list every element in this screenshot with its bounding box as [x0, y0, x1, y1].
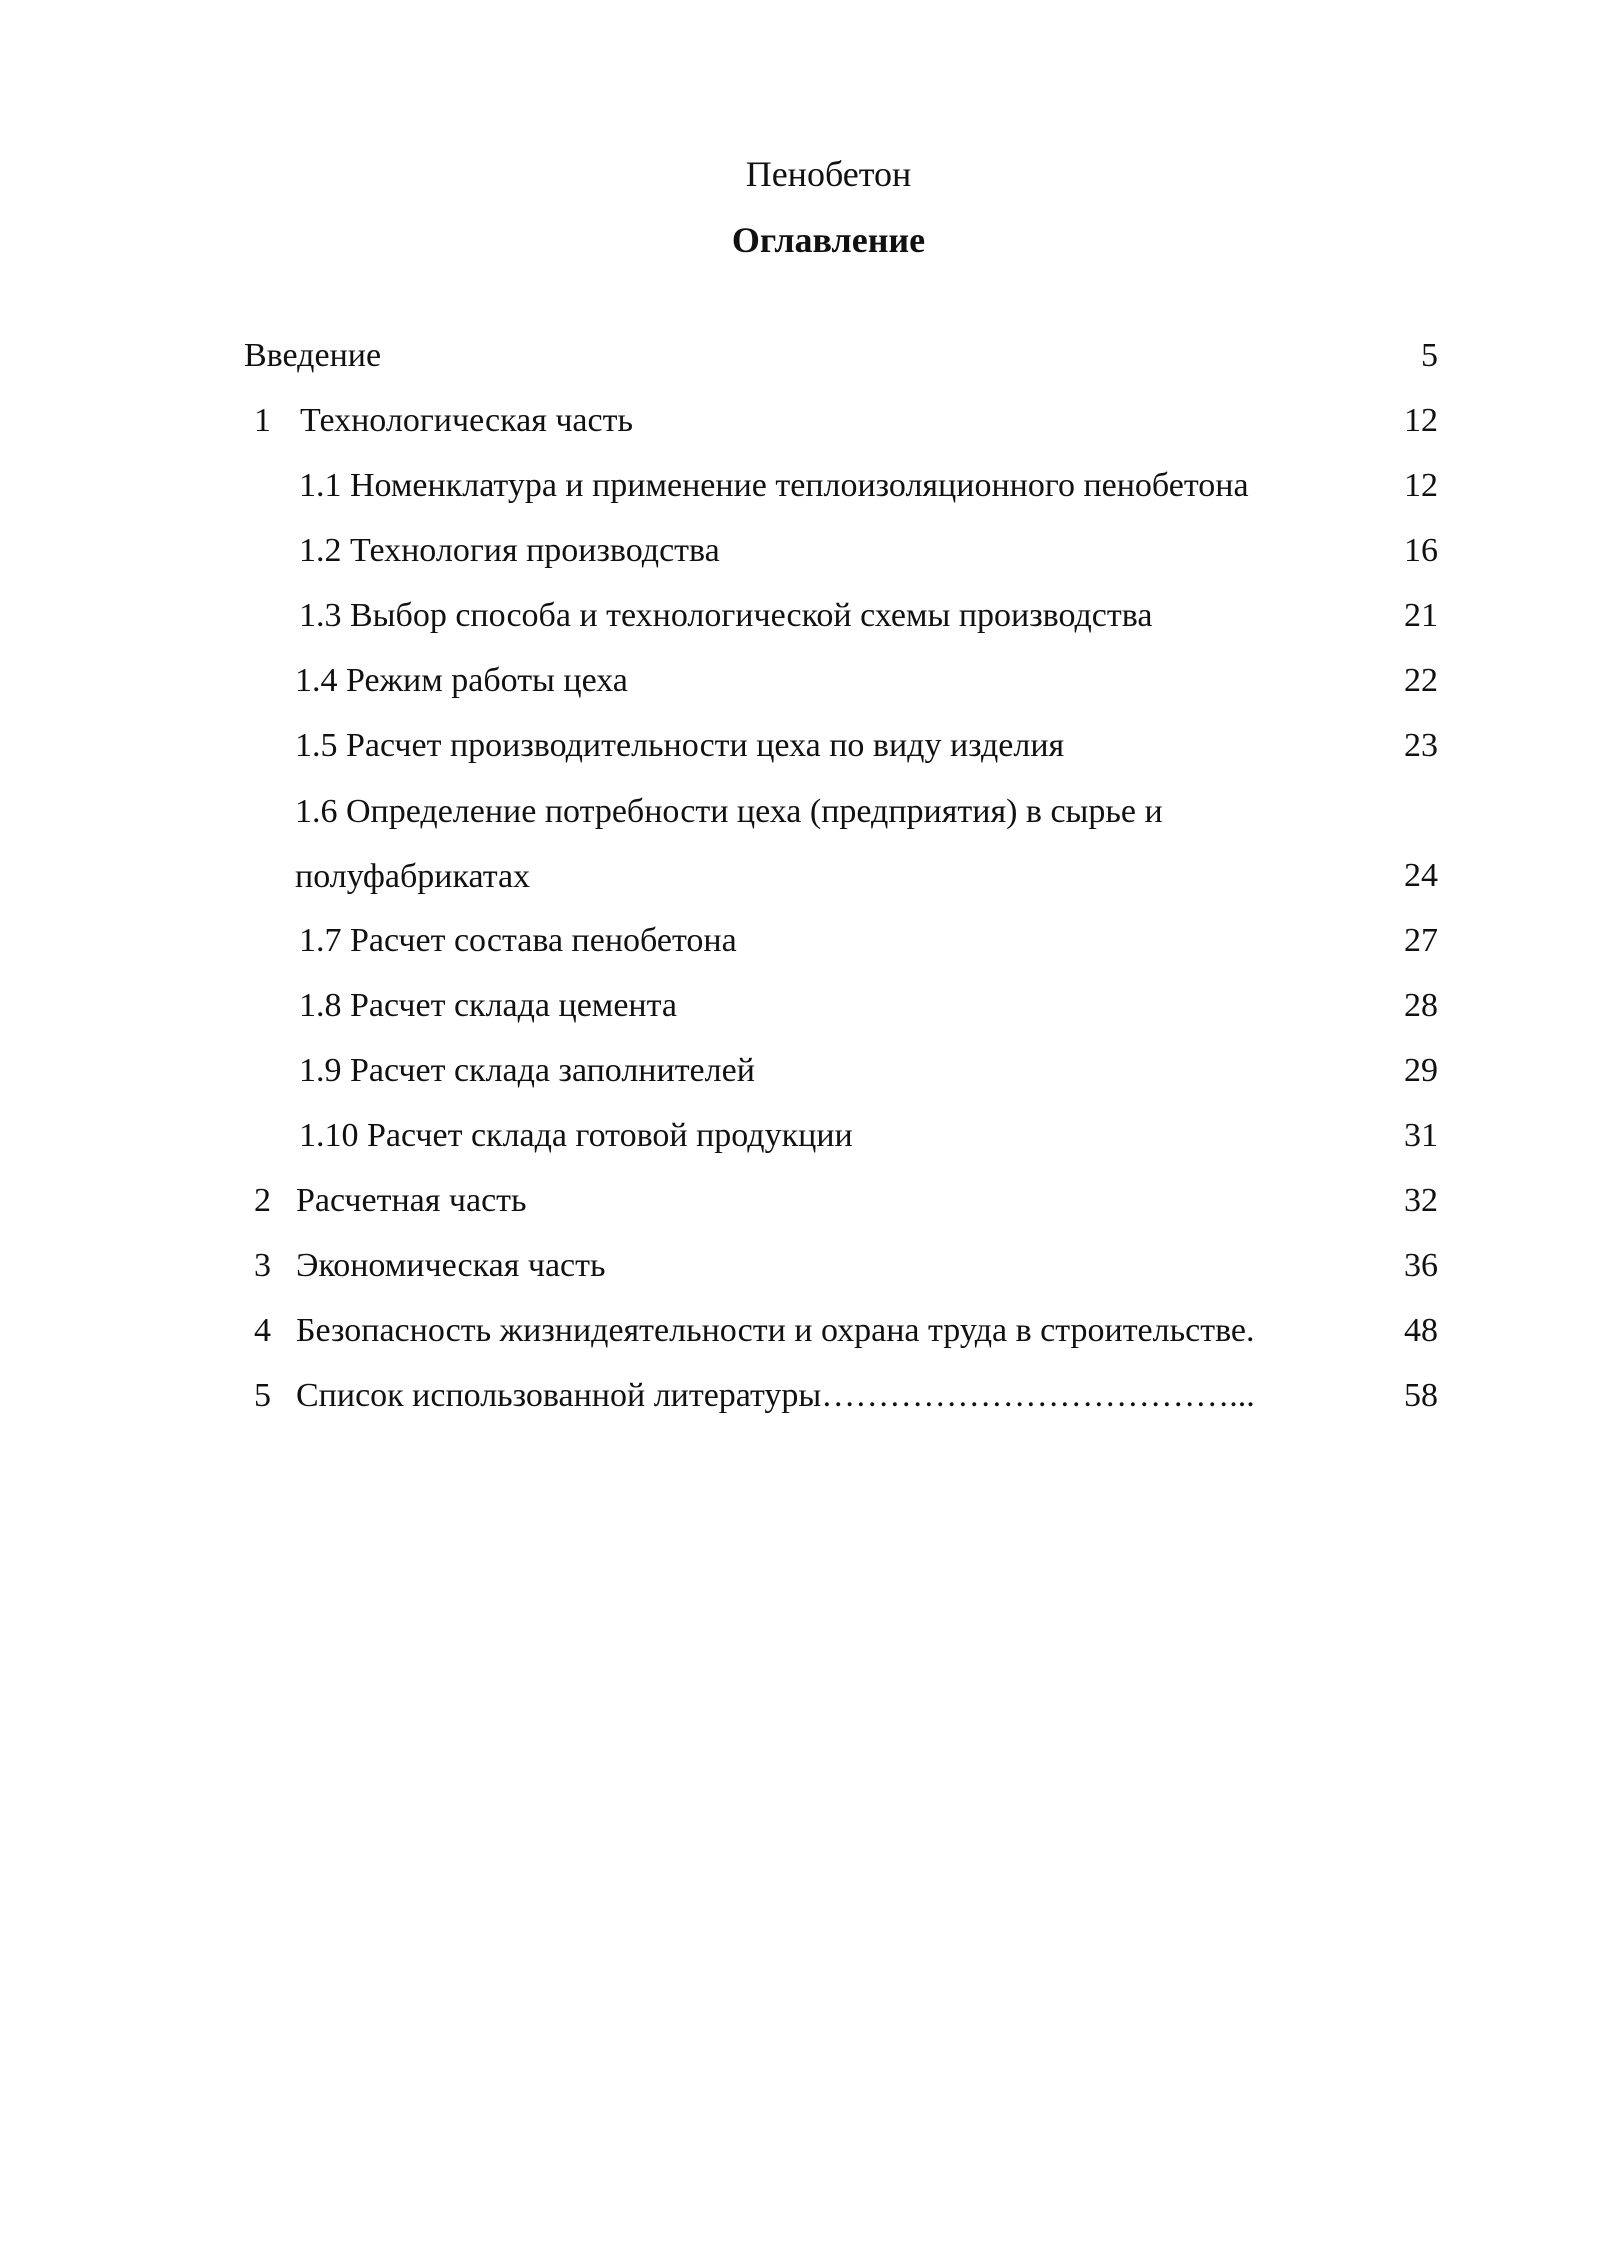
toc-entry-page: 12 — [1404, 467, 1438, 504]
toc-entry-text: Безопасность жизнидеятельности и охрана труда в строительстве. — [296, 1312, 1255, 1349]
toc-entry-text: 1.10 Расчет склада готовой продукции — [299, 1117, 853, 1154]
table-of-contents — [244, 330, 1444, 1435]
toc-entry-page: 31 — [1404, 1117, 1438, 1154]
toc-entry-section-1-6[interactable] — [244, 785, 1444, 915]
toc-entry-text: Расчетная часть — [296, 1182, 527, 1219]
toc-entry-page: 36 — [1404, 1247, 1438, 1284]
toc-entry-page: 58 — [1404, 1377, 1438, 1414]
toc-entry-section-1-4[interactable] — [244, 655, 1444, 720]
toc-entry-section-1-2[interactable] — [244, 525, 1444, 590]
toc-entry-section-1-8[interactable] — [244, 980, 1444, 1045]
toc-entry-section-1[interactable] — [244, 395, 1444, 460]
toc-entry-page: 32 — [1404, 1182, 1438, 1219]
toc-entry-page: 12 — [1404, 402, 1438, 439]
toc-entry-number: 1 — [254, 402, 271, 439]
toc-entry-page: 5 — [1421, 337, 1438, 374]
toc-entry-section-1-5[interactable] — [244, 720, 1444, 785]
toc-entry-text: 1.2 Технология производства — [299, 532, 720, 569]
toc-entry-number: 4 — [254, 1312, 271, 1349]
toc-entry-page: 29 — [1404, 1052, 1438, 1089]
toc-entry-page: 16 — [1404, 532, 1438, 569]
document-title: Пенобетон — [745, 154, 912, 194]
toc-entry-section-2[interactable] — [244, 1175, 1444, 1240]
toc-entry-section-5[interactable] — [244, 1370, 1444, 1435]
toc-entry-page: 23 — [1404, 727, 1438, 764]
toc-entry-text: Введение — [244, 337, 382, 374]
toc-entry-section-1-9[interactable] — [244, 1045, 1444, 1110]
toc-entry-page: 48 — [1404, 1312, 1438, 1349]
toc-entry-page: 24 — [1404, 857, 1438, 894]
toc-entry-page: 27 — [1404, 922, 1438, 959]
toc-entry-section-1-7[interactable] — [244, 915, 1444, 980]
toc-entry-text: 1.3 Выбор способа и технологической схемы производства — [299, 597, 1153, 634]
toc-entry-section-3[interactable] — [244, 1240, 1444, 1305]
toc-entry-number: 5 — [254, 1377, 271, 1414]
toc-entry-text: Список использованной литературы………………………………... — [296, 1377, 1255, 1414]
toc-entry-section-1-10[interactable] — [244, 1110, 1444, 1175]
toc-entry-section-1-3[interactable] — [244, 590, 1444, 655]
toc-entry-section-4[interactable] — [244, 1305, 1444, 1370]
toc-entry-page: 21 — [1404, 597, 1438, 634]
toc-entry-text: 1.8 Расчет склада цемента — [299, 987, 677, 1024]
toc-entry-text: 1.6 Определение потребности цеха (предприятия) в сырье и полуфабрикатах — [295, 793, 1163, 895]
toc-entry-page: 22 — [1404, 662, 1438, 699]
toc-entry-text: 1.9 Расчет склада заполнителей — [299, 1052, 755, 1089]
toc-heading: Оглавление — [731, 220, 926, 260]
toc-entry-text: 1.1 Номенклатура и применение теплоизоляционного пенобетона — [299, 467, 1249, 504]
toc-entry-intro[interactable] — [244, 330, 1444, 395]
toc-entry-number: 2 — [254, 1182, 271, 1219]
toc-entry-text: Экономическая часть — [296, 1247, 606, 1284]
toc-entry-section-1-1[interactable] — [244, 460, 1444, 525]
toc-entry-text: Технологическая часть — [300, 402, 633, 439]
toc-entry-text: 1.5 Расчет производительности цеха по виду изделия — [295, 727, 1065, 764]
toc-entry-text: 1.4 Режим работы цеха — [295, 662, 628, 699]
toc-entry-page: 28 — [1404, 987, 1438, 1024]
toc-entry-text: 1.7 Расчет состава пенобетона — [299, 922, 737, 959]
toc-entry-number: 3 — [254, 1247, 271, 1284]
